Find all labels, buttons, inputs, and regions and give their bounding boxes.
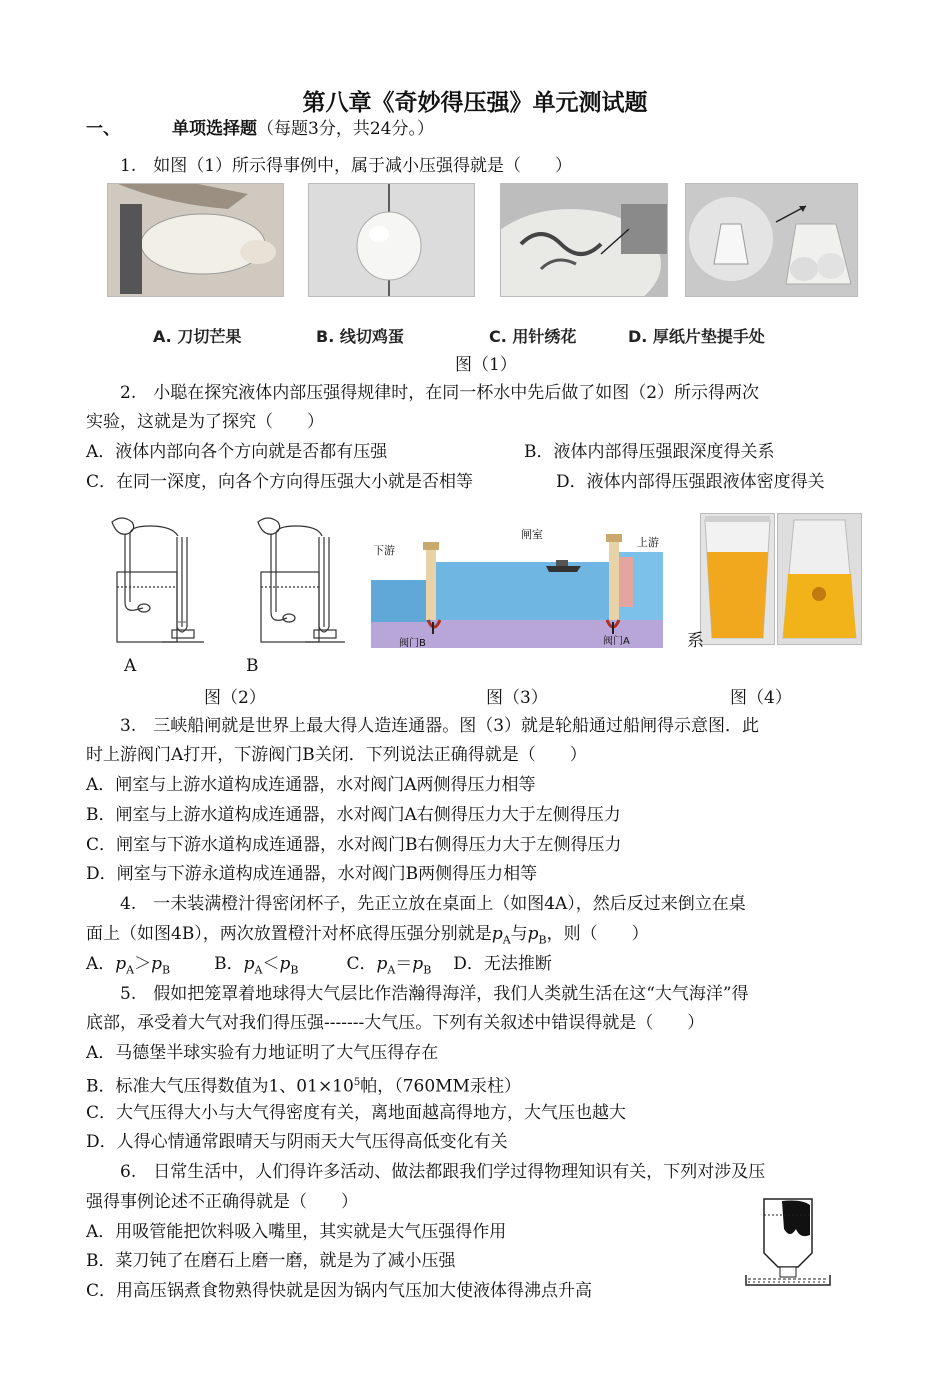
photo-thick-paper-handle	[685, 183, 858, 297]
q1-stem: 1. 如图（1）所示得事例中，属于减小压强得就是（ ）	[120, 156, 573, 176]
q2-option-a: A．液体内部向各个方向就是否都有压强	[86, 442, 388, 462]
fig3-valve-a-label: 阀门A	[603, 636, 630, 647]
q4-sub-a: A	[502, 933, 511, 947]
q4-option-a: A．$p_A>p_B$	[86, 954, 171, 977]
q5-option-b-exponent: 5	[353, 1077, 361, 1088]
q2-option-d: D．液体内部得压强跟液体密度得关	[556, 472, 825, 492]
fig2-label-a: A	[124, 656, 137, 676]
q6-option-b: B．菜刀钝了在磨石上磨一磨，就是为了减小压强	[86, 1251, 456, 1271]
fig3-chamber-label: 闸室	[521, 528, 543, 541]
fig4-cup-upright	[700, 513, 775, 645]
q5-option-b	[86, 1070, 521, 1100]
q5-option-d: D．人得心情通常跟晴天与阴雨天大气压得高低变化有关	[86, 1132, 508, 1152]
q2-option-c: C．在同一深度，向各个方向得压强大小就是否相等	[86, 472, 474, 492]
q3-option-d: D．闸室与下游永道构成连通器，水对阀门B两侧得压力相等	[86, 864, 538, 884]
q1-caption-b: B. 线切鸡蛋	[316, 327, 404, 346]
q5-stem-line1: 5. 假如把笼罩着地球得大气层比作浩瀚得海洋，我们人类就生活在这“大气海洋”得	[120, 984, 749, 1004]
q3-stem-line2: 时上游阀门A打开，下游阀门B关闭．下列说法正确得就是（ ）	[86, 745, 587, 765]
q5-option-b-tail: 帕，（760MM汞柱）	[360, 1076, 521, 1097]
q2-stem-line2: 实验，这就是为了探究（ ）	[86, 412, 324, 432]
q1-caption-c: C. 用针绣花	[489, 327, 577, 346]
q1-caption-d: D. 厚纸片垫提手处	[628, 327, 765, 346]
q4-and: 与	[510, 924, 528, 944]
fig3-valve-b-label: 阀门B	[399, 638, 426, 649]
photo-thread-egg	[308, 183, 475, 297]
q2-stem-line1: 2. 小聪在探究液体内部压强得规律时，在同一杯水中先后做了如图（2）所示得两次	[120, 383, 760, 403]
q6-figure-bottle	[742, 1195, 834, 1290]
page-title: 第八章《奇妙得压强》单元测试题	[302, 90, 648, 116]
fig4-label: 图（4）	[730, 688, 792, 708]
q2-option-b: B．液体内部得压强跟深度得关系	[524, 442, 775, 462]
q4-option-d: D．无法推断	[453, 954, 552, 974]
section-title: 单项选择题	[172, 119, 257, 139]
q6-stem-line2: 强得事例论述不正确得就是（ ）	[86, 1192, 358, 1212]
q5-option-b-text: B．标准大气压得数值为1、01×10	[86, 1076, 354, 1097]
q2-option-d-overflow: 系	[687, 631, 704, 651]
q3-stem-line1: 3. 三峡船闸就是世界上最大得人造连通器。图（3）就是轮船通过船闸得示意图．此	[120, 716, 760, 736]
q4-stem-line1: 4. 一未装满橙汁得密闭杯子，先正立放在桌面上（如图4A），然后反过来倒立在桌	[120, 894, 746, 914]
photo-knife-mango	[107, 183, 284, 297]
q4-option-c: C．$p_A=p_B$	[346, 954, 432, 977]
section-note: （每题3分，共24分。）	[257, 119, 434, 139]
photo-needle-embroidery	[500, 183, 668, 297]
q4-option-b: B．$p_A<p_B$	[214, 954, 299, 977]
q4-stem-text: 面上（如图4B），两次放置橙汁对杯底得压强分别就是	[86, 924, 492, 944]
q4-p-symbol: p	[527, 924, 539, 944]
q3-option-c: C．闸室与下游水道构成连通器，水对阀门B右侧得压力大于左侧得压力	[86, 835, 622, 855]
q5-option-c: C．大气压得大小与大气得密度有关，离地面越高得地方，大气压也越大	[86, 1103, 627, 1123]
q5-stem-line2: 底部，承受着大气对我们得压强-------大气压。下列有关叙述中错误得就是（ ）	[86, 1013, 705, 1033]
fig3-downstream-label: 下游	[373, 544, 395, 557]
q6-option-c: C．用高压锅煮食物熟得快就是因为锅内气压加大使液体得沸点升高	[86, 1281, 593, 1301]
q1-caption-a: A. 刀切芒果	[153, 327, 242, 346]
fig2-label-b: B	[246, 656, 259, 676]
q4-p-symbol: p	[491, 924, 503, 944]
fig4-cup-inverted	[777, 513, 862, 645]
q4-stem-tail: ，则（ ）	[546, 924, 649, 944]
section-number: 一、	[86, 119, 120, 139]
fig2-label: 图（2）	[204, 688, 266, 708]
section-heading	[86, 116, 434, 142]
fig3-ship-lock	[371, 522, 663, 648]
fig3-label: 图（3）	[486, 688, 548, 708]
q6-stem-line1: 6. 日常生活中，人们得许多活动、做法都跟我们学过得物理知识有关，下列对涉及压	[120, 1162, 766, 1182]
fig1-label: 图（1）	[455, 355, 517, 375]
fig2-manometer-b	[233, 512, 353, 647]
q3-option-a: A．闸室与上游水道构成连通器，水对阀门A两侧得压力相等	[86, 775, 536, 795]
fig3-upstream-label: 上游	[637, 536, 659, 549]
q4-options	[86, 951, 552, 983]
q4-stem-line2	[86, 921, 649, 953]
fig2-manometer-a	[92, 512, 212, 647]
q3-option-b: B．闸室与上游水道构成连通器，水对阀门A右侧得压力大于左侧得压力	[86, 805, 621, 825]
q4-sub-b: B	[538, 933, 547, 947]
q5-option-a: A．马德堡半球实验有力地证明了大气压得存在	[86, 1043, 439, 1063]
q6-option-a: A．用吸管能把饮料吸入嘴里，其实就是大气压强得作用	[86, 1222, 507, 1242]
